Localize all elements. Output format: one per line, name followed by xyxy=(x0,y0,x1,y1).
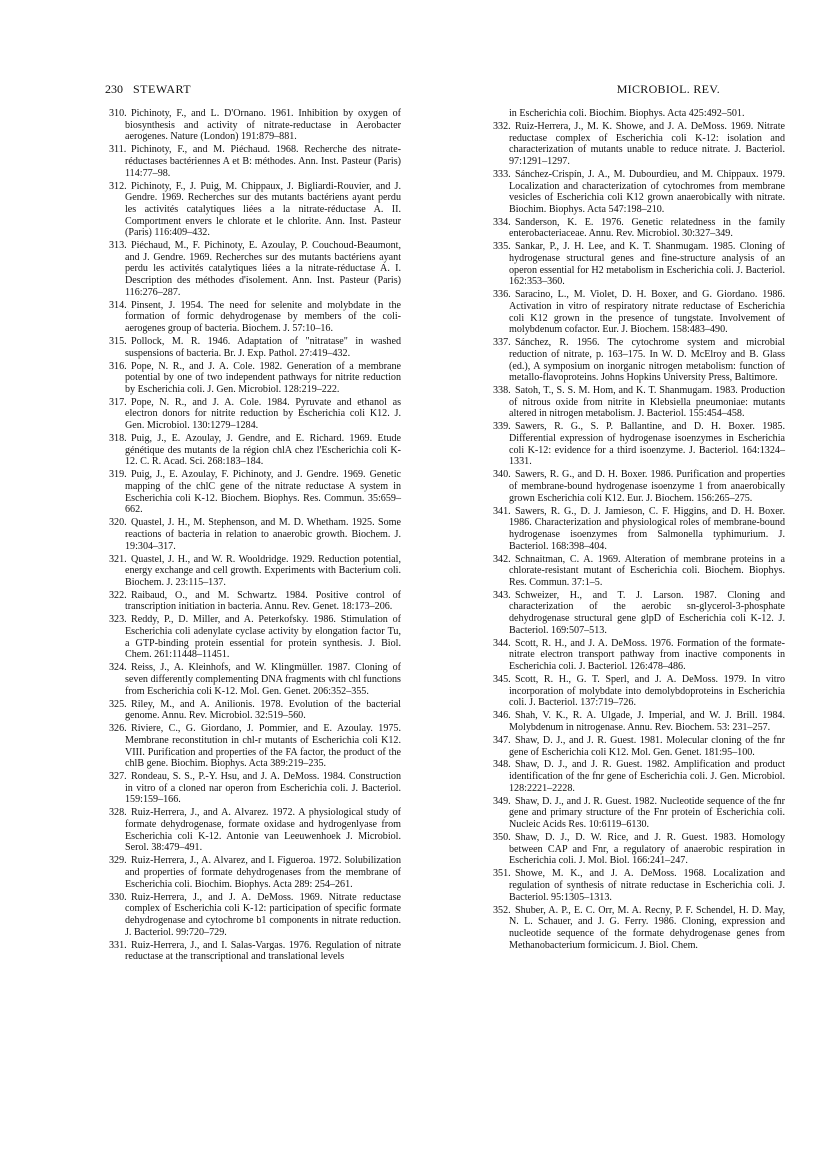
reference-entry xyxy=(109,469,401,516)
reference-text: Sanderson, K. E. 1976. Genetic relatedness in the family enterobacteriaceae. Annu. Rev. Microbiol. 30:327–349. xyxy=(509,216,785,240)
reference-text: Puig, J., E. Azoulay, J. Gendre, and E. Richard. 1969. Etude génétique des mutants de la région chlA chez l'Escherichia coli K-12. C. R. Acad. Sci. 268:183–184. xyxy=(125,433,401,468)
reference-number: 342. xyxy=(493,553,511,565)
reference-number: 352. xyxy=(493,904,511,916)
reference-text: Riviere, C., G. Giordano, J. Pommier, and E. Azoulay. 1975. Membrane reconstitution in chl-r mutants of Escherichia coli K12. VIII. Purification and properties of the FA factor, the product of the chlB gene. Biochim. Biophys. Acta 389:219–235. xyxy=(125,723,401,770)
reference-entry xyxy=(493,289,785,336)
reference-number: 322. xyxy=(109,589,127,601)
reference-entry xyxy=(493,735,785,758)
reference-number: 340. xyxy=(493,469,511,481)
reference-entry xyxy=(493,121,785,168)
reference-text: Pichinoty, F., J. Puig, M. Chippaux, J. Bigliardi-Rouvier, and J. Gendre. 1969. Recherches sur des mutants bactériens ayant perdu les activités catalytiques liées a la nitrate-réductase A. II. Comportment envers le chlorate et le chlorite. Ann. Inst. Pasteur (Paris) 116:409–432. xyxy=(125,180,401,239)
reference-text: Satoh, T., S. S. M. Hom, and K. T. Shanmugam. 1983. Production of nitrous oxide from nitrite in Klebsiella pneumoniae: mutants altered in nitrogen metabolism. J. Bacteriol. 155:454–458. xyxy=(509,385,785,420)
references-right-column xyxy=(493,108,785,952)
reference-text: Reiss, J., A. Kleinhofs, and W. Klingmüller. 1987. Cloning of seven differently complementing DNA fragments with chl functions from Escherichia coli K-12. Mol. Gen. Genet. 206:352–355. xyxy=(125,662,401,697)
reference-text: Pope, N. R., and J. A. Cole. 1982. Generation of a membrane potential by one of two independent pathways for nitrite reduction by Escherichia coli. J. Gen. Microbiol. 128:219–222. xyxy=(125,360,401,395)
reference-text: Sankar, P., J. H. Lee, and K. T. Shanmugam. 1985. Cloning of hydrogenase structural genes and fine-structure analysis of an operon essential for H2 metabolism in Escherichia coli. J. Bacteriol. 162:353–360. xyxy=(509,241,785,288)
reference-number: 341. xyxy=(493,505,511,517)
reference-entry xyxy=(109,855,401,890)
reference-entry xyxy=(493,169,785,216)
reference-text: Schnaitman, C. A. 1969. Alteration of membrane proteins in a chlorate-resistant mutant of Escherichia coli. Biochem. Biophys. Res. Commun. 37:1–5. xyxy=(509,553,785,588)
reference-number: 334. xyxy=(493,216,511,228)
reference-entry xyxy=(109,108,401,143)
reference-number: 326. xyxy=(109,723,127,735)
reference-text: Pinsent, J. 1954. The need for selenite and molybdate in the formation of formic dehydrogenase by members of the coli-aerogenes group of bacteria. Biochem. J. 57:10–16. xyxy=(125,299,401,334)
reference-text: Piéchaud, M., F. Pichinoty, E. Azoulay, P. Couchoud-Beaumont, and J. Gendre. 1969. Recherches sur des mutants bactériens ayant perdu les activités catalytiques liées a la nitrate-réductase A. I. Description des méthodes d'isolement. Ann. Inst. Pasteur (Paris) 116:276–287. xyxy=(125,240,401,298)
reference-number: 318. xyxy=(109,433,127,445)
reference-text: Shaw, D. J., D. W. Rice, and J. R. Guest. 1983. Homology between CAP and Fnr, a regulatory of anaerobic respiration in Escherichia coli. J. Mol. Biol. 166:241–247. xyxy=(509,832,785,867)
reference-number: 316. xyxy=(109,360,127,372)
reference-text: Ruiz-Herrera, J., and I. Salas-Vargas. 1976. Regulation of nitrate reductase at the transcriptional and translational levels xyxy=(125,939,401,963)
reference-text: Ruiz-Herrera, J., M. K. Showe, and J. A. DeMoss. 1969. Nitrate reductase complex of Escherichia coli K-12: isolation and characterization of mutants unable to reduce nitrate. J. Bacteriol. 97:1291–1297. xyxy=(509,120,785,167)
reference-entry xyxy=(493,710,785,733)
reference-entry xyxy=(493,868,785,903)
reference-text: Ruiz-Herrera, J., and A. Alvarez. 1972. A physiological study of formate dehydrogenase, formate oxidase and hydrogenlyase from Escherichia coli K-12. Antonie van Leeuwenhoek J. Microbiol. Serol. 38:479–491. xyxy=(125,807,401,854)
reference-text: Pollock, M. R. 1946. Adaptation of "nitratase" in washed suspensions of bacteria. Br. J. Exp. Pathol. 27:419–432. xyxy=(125,335,401,359)
reference-entry xyxy=(109,892,401,939)
reference-number: 332. xyxy=(493,120,511,132)
reference-entry xyxy=(109,699,401,722)
reference-entry xyxy=(493,832,785,867)
reference-text: Scott, R. H., G. T. Sperl, and J. A. DeMoss. 1979. In vitro incorporation of molybdate into demolybdoproteins in Escherichia coli. J. Bacteriol. 137:719–726. xyxy=(509,674,785,709)
reference-entry xyxy=(493,217,785,240)
reference-entry xyxy=(109,590,401,613)
reference-entry xyxy=(109,662,401,697)
reference-number: 333. xyxy=(493,168,511,180)
reference-number: 343. xyxy=(493,589,511,601)
reference-number: 331. xyxy=(109,939,127,951)
reference-entry xyxy=(109,300,401,335)
reference-text: Shaw, D. J., and J. R. Guest. 1982. Amplification and product identification of the fnr gene of Escherichia coli. J. Gen. Microbiol. 128:2221–2228. xyxy=(509,759,785,794)
reference-number: 349. xyxy=(493,795,511,807)
reference-entry xyxy=(493,638,785,673)
journal-name: MICROBIOL. REV. xyxy=(616,82,720,96)
reference-entry xyxy=(109,397,401,432)
reference-text: Scott, R. H., and J. A. DeMoss. 1976. Formation of the formate-nitrate electron transport pathway from inactive components in Escherichia coli. J. Bacteriol. 126:478–486. xyxy=(509,637,785,673)
reference-text: Pope, N. R., and J. A. Cole. 1984. Pyruvate and ethanol as electron donors for nitrite reduction by Escherichia coli K12. J. Gen. Microbiol. 130:1279–1284. xyxy=(125,396,401,432)
reference-entry xyxy=(493,506,785,553)
reference-text: Sawers, R. G., S. P. Ballantine, and D. H. Boxer. 1985. Differential expression of hydrogenase isoenzymes in Escherichia coli K-12: evidence for a third isoenzyme. J. Bacteriol. 164:1324–1331. xyxy=(509,421,785,468)
reference-number: 327. xyxy=(109,771,127,783)
reference-text: Ruiz-Herrera, J., A. Alvarez, and I. Figueroa. 1972. Solubilization and properties of formate dehydrogenases from the membrane of Escherichia coli. Biochim. Biophys. Acta 289: 254–261. xyxy=(125,855,401,890)
reference-entry xyxy=(493,674,785,709)
reference-number: 310. xyxy=(109,108,127,119)
reference-text: Shuber, A. P., E. C. Orr, M. A. Recny, P. F. Schendel, H. D. May, N. L. Schauer, and J. G. Ferry. 1986. Cloning, expression and nucleotide sequence of the formate dehydrogenase genes from Methanobacterium formicicum. J. Biol. Chem. xyxy=(509,904,785,951)
page-header xyxy=(105,82,720,102)
reference-number: 338. xyxy=(493,385,511,397)
page-number: 230 xyxy=(105,82,123,96)
reference-text: Shaw, D. J., and J. R. Guest. 1982. Nucleotide sequence of the fnr gene and primary structure of the Fnr protein of Escherichia coli. Nucleic Acids Res. 10:6119–6130. xyxy=(509,795,785,831)
reference-number: 351. xyxy=(493,868,511,880)
reference-entry xyxy=(109,433,401,468)
reference-text: Saracino, L., M. Violet, D. H. Boxer, and G. Giordano. 1986. Activation in vitro of respiratory nitrate reductase of Escherichia coli K12 grown in the presence of tungstate. Involvement of molybdenum cofactor. Eur. J. Biochem. 158:483–490. xyxy=(509,289,785,336)
reference-entry xyxy=(109,517,401,552)
reference-entry xyxy=(109,723,401,770)
reference-number: 348. xyxy=(493,759,511,771)
reference-number: 347. xyxy=(493,734,511,746)
reference-number: 328. xyxy=(109,807,127,819)
reference-text: Showe, M. K., and J. A. DeMoss. 1968. Localization and regulation of synthesis of nitrate reductase in Escherichia coli. J. Bacteriol. 95:1305–1313. xyxy=(509,868,785,903)
reference-entry xyxy=(109,771,401,806)
reference-number: 335. xyxy=(493,241,511,253)
reference-text: Ruiz-Herrera, J., and J. A. DeMoss. 1969. Nitrate reductase complex of Escherichia coli K-12: participation of specific formate dehydrogenase and cytochrome b1 components in nitrate reduction. J. Bacteriol. 99:720–729. xyxy=(125,891,401,938)
references-left-column xyxy=(109,108,401,964)
reference-text: Rondeau, S. S., P.-Y. Hsu, and J. A. DeMoss. 1984. Construction in vitro of a cloned nar operon from Escherichia coli. J. Bacteriol. 159:159–166. xyxy=(125,771,401,806)
reference-entry xyxy=(109,336,401,359)
reference-entry xyxy=(109,807,401,854)
reference-text: Riley, M., and A. Anilionis. 1978. Evolution of the bacterial genome. Annu. Rev. Microbiol. 32:519–560. xyxy=(125,698,401,722)
reference-entry xyxy=(109,240,401,298)
reference-number: 330. xyxy=(109,891,127,903)
reference-number: 312. xyxy=(109,180,127,192)
reference-text: Pichinoty, F., and M. Piéchaud. 1968. Recherche des nitrate-réductases bactériennes A et B: méthodes. Ann. Inst. Pasteur (Paris) 114:77–98. xyxy=(125,144,401,179)
reference-entry xyxy=(493,421,785,468)
reference-entry xyxy=(109,554,401,589)
reference-number: 346. xyxy=(493,710,511,722)
reference-number: 323. xyxy=(109,614,127,626)
reference-number: 313. xyxy=(109,240,127,252)
reference-number: 315. xyxy=(109,335,127,347)
reference-text: Sawers, R. G., and D. H. Boxer. 1986. Purification and properties of membrane-bound hydrogenase isoenzyme 1 from anaerobically grown Escherichia coli K12. Eur. J. Biochem. 156:265–275. xyxy=(509,469,785,504)
reference-number: 337. xyxy=(493,337,511,349)
reference-text: Pichinoty, F., and L. D'Ornano. 1961. Inhibition by oxygen of biosynthesis and activity of nitrate-reductase in Aerobacter aerogenes. Nature (London) 191:879–881. xyxy=(125,108,401,143)
reference-entry xyxy=(109,614,401,661)
reference-text: Quastel, J. H., and W. R. Wooldridge. 1929. Reduction potential, energy exchange and cell growth. Experiments with Bacterium coli. Biochem. J. 23:115–137. xyxy=(125,553,401,588)
reference-number: 317. xyxy=(109,396,127,408)
reference-text: Reddy, P., D. Miller, and A. Peterkofsky. 1986. Stimulation of Escherichia coli adenylate cyclase activity by elongation factor Tu, a GTP-binding protein essential for protein synthesis. J. Biol. Chem. 261:11448–11451. xyxy=(125,614,401,661)
reference-entry xyxy=(109,940,401,963)
reference-number: 339. xyxy=(493,421,511,433)
reference-number: 311. xyxy=(109,144,127,156)
reference-entry xyxy=(493,759,785,794)
reference-number: 320. xyxy=(109,517,127,529)
reference-number: 350. xyxy=(493,832,511,844)
reference-entry xyxy=(493,469,785,504)
reference-number: 319. xyxy=(109,469,127,481)
reference-number: 324. xyxy=(109,662,127,674)
reference-text: Sánchez-Crispín, J. A., M. Dubourdieu, and M. Chippaux. 1979. Localization and characterization of cytochromes from membrane vesicles of Escherichia coli K12 grown anaerobically with nitrate. Biochim. Biophys. Acta 547:198–210. xyxy=(509,168,785,215)
reference-number: 325. xyxy=(109,698,127,710)
reference-text: Sawers, R. G., D. J. Jamieson, C. F. Higgins, and D. H. Boxer. 1986. Characterization and physiological roles of membrane-bound hydrogenase isoenzymes from Salmonella typhimurium. J. Bacteriol. 168:398–404. xyxy=(509,505,785,552)
reference-entry xyxy=(109,181,401,239)
reference-text: Shah, V. K., R. A. Ulgade, J. Imperial, and W. J. Brill. 1984. Molybdenum in nitrogenase. Annu. Rev. Biochem. 53: 231–257. xyxy=(509,710,785,733)
reference-number: 336. xyxy=(493,289,511,301)
reference-entry xyxy=(493,385,785,420)
reference-text: Raibaud, O., and M. Schwartz. 1984. Positive control of transcription initiation in bacteria. Annu. Rev. Genet. 18:173–206. xyxy=(125,589,401,613)
reference-continuation: in Escherichia coli. Biochim. Biophys. Acta 425:492–501. xyxy=(509,108,745,119)
reference-text: Quastel, J. H., M. Stephenson, and M. D. Whetham. 1925. Some reactions of bacteria in relation to anaerobic growth. Biochem. J. 19:304–317. xyxy=(125,517,401,552)
reference-number: 314. xyxy=(109,299,127,311)
reference-entry xyxy=(493,554,785,589)
reference-text: Sánchez, R. 1956. The cytochrome system and microbial reduction of nitrate, p. 163–175. In W. D. McElroy and B. Glass (ed.), A symposium on inorganic nitrogen metabolism: function of metallo-flavoproteins. Johns Hopkins University Press, Baltimore. xyxy=(509,337,785,384)
reference-entry xyxy=(493,337,785,384)
reference-text: Shaw, D. J., and J. R. Guest. 1981. Molecular cloning of the fnr gene of Escherichia coli K12. Mol. Gen. Genet. 181:95–100. xyxy=(509,734,785,758)
reference-entry xyxy=(493,796,785,831)
running-title: STEWART xyxy=(133,82,192,96)
reference-number: 345. xyxy=(493,674,511,685)
reference-entry xyxy=(493,590,785,637)
reference-entry xyxy=(493,241,785,288)
reference-number: 329. xyxy=(109,855,127,867)
reference-text: Schweizer, H., and T. J. Larson. 1987. Cloning and characterization of the aerobic sn-glycerol-3-phosphate dehydrogenase structural gene glpD of Escherichia coli K-12. J. Bacteriol. 169:507–513. xyxy=(509,589,785,636)
reference-text: Puig, J., E. Azoulay, F. Pichinoty, and J. Gendre. 1969. Genetic mapping of the chlC gene of the nitrate reductase A system in Escherichia coli K-12. Biochem. Biophys. Res. Commun. 35:659–662. xyxy=(125,469,401,516)
reference-number: 321. xyxy=(109,553,127,565)
reference-entry xyxy=(493,905,785,952)
reference-entry xyxy=(109,144,401,179)
reference-entry xyxy=(109,361,401,396)
reference-number: 344. xyxy=(493,637,511,649)
